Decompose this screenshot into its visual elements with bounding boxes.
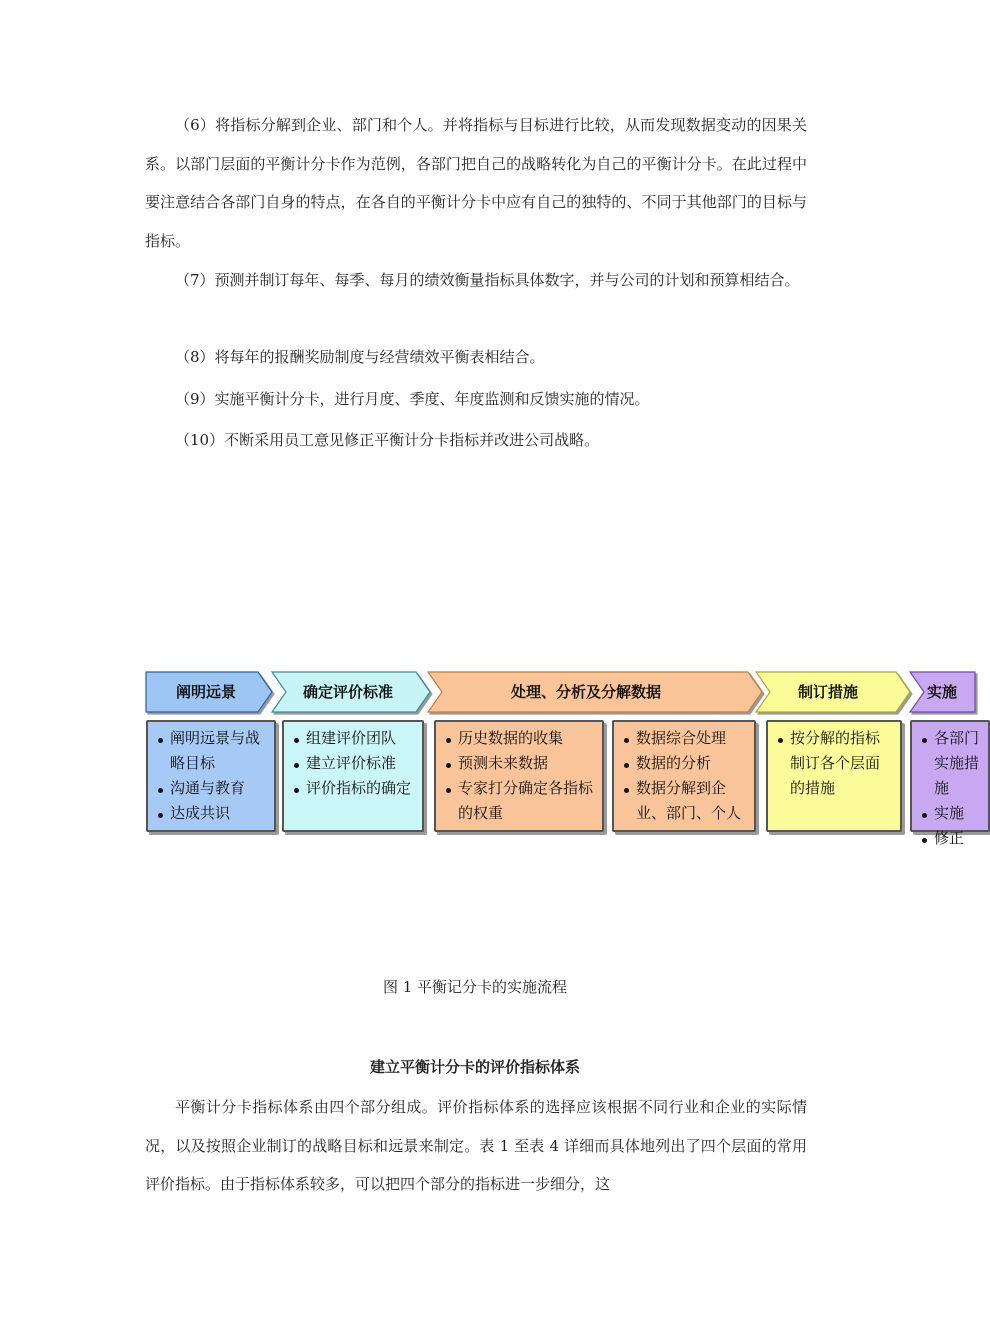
card-item: 评价指标的确定 (294, 776, 416, 801)
flow-card-vision (146, 720, 276, 832)
flow-card-implementation (910, 720, 990, 847)
flow-card-data-collection (434, 720, 604, 832)
card-item: 数据分解到企业、部门、个人 (624, 776, 748, 826)
paragraph-step-8: （8）将每年的报酬奖励制度与经营绩效平衡表相结合。 (175, 348, 545, 366)
card-item: 沟通与教育 (158, 776, 268, 801)
flow-arrows (0, 664, 958, 722)
flow-step-label-1: 阐明远景 (175, 683, 237, 701)
implementation-flow-diagram (0, 664, 980, 847)
card-item: 预测未来数据 (446, 751, 596, 776)
card-item: 各部门实施措施 (922, 726, 982, 801)
flow-card-measures (766, 720, 902, 832)
card-item: 数据综合处理 (624, 726, 748, 751)
card-item: 阐明远景与战略目标 (158, 726, 268, 776)
card-item: 建立评价标准 (294, 751, 416, 776)
flow-card-standards (282, 720, 424, 832)
paragraph-step-9: （9）实施平衡计分卡，进行月度、季度、年度监测和反馈实施的情况。 (175, 390, 650, 408)
flow-step-label-4: 制订措施 (797, 683, 859, 701)
card-item: 按分解的指标制订各个层面的措施 (778, 726, 894, 801)
card-item: 组建评价团队 (294, 726, 416, 751)
flow-card-data-analysis (612, 720, 756, 832)
flow-step-label-2: 确定评价标准 (302, 683, 394, 701)
paragraph-step-10: （10）不断采用员工意见修正平衡计分卡指标并改进公司战略。 (175, 431, 600, 449)
card-item: 历史数据的收集 (446, 726, 596, 751)
flow-step-label-3: 处理、分析及分解数据 (510, 683, 662, 701)
figure-caption: 图 1 平衡记分卡的实施流程 (382, 978, 568, 996)
card-item: 实施 (922, 801, 982, 826)
card-item: 达成共识 (158, 801, 268, 826)
paragraph-indicator-system: 平衡计分卡指标体系由四个部分组成。评价指标体系的选择应该根据不同行业和企业的实际情况，以及按照企业制订的战略目标和远景来制定。表 1 至表 4 详细而具体地列出了四个层面的常用评价指标。由于指标体系较多，可以把四个部分的指标进一步细分，这 (145, 1098, 807, 1193)
card-item: 专家打分确定各指标的权重 (446, 776, 596, 826)
flow-step-label-5: 实施 (927, 683, 958, 701)
section-heading: 建立平衡计分卡的评价指标体系 (369, 1058, 580, 1076)
paragraph-step-6: （6）将指标分解到企业、部门和个人。并将指标与目标进行比较，从而发现数据变动的因果关系。以部门层面的平衡计分卡作为范例，各部门把自己的战略转化为自己的平衡计分卡。在此过程中要注意结合各部门自身的特点，在各自的平衡计分卡中应有自己的独特的、不同于其他部门的目标与指标。 (145, 116, 807, 250)
card-item: 修正 (922, 826, 982, 851)
paragraph-step-7: （7）预测并制订每年、每季、每月的绩效衡量指标具体数字，并与公司的计划和预算相结合。 (175, 271, 800, 289)
card-item: 数据的分析 (624, 751, 748, 776)
